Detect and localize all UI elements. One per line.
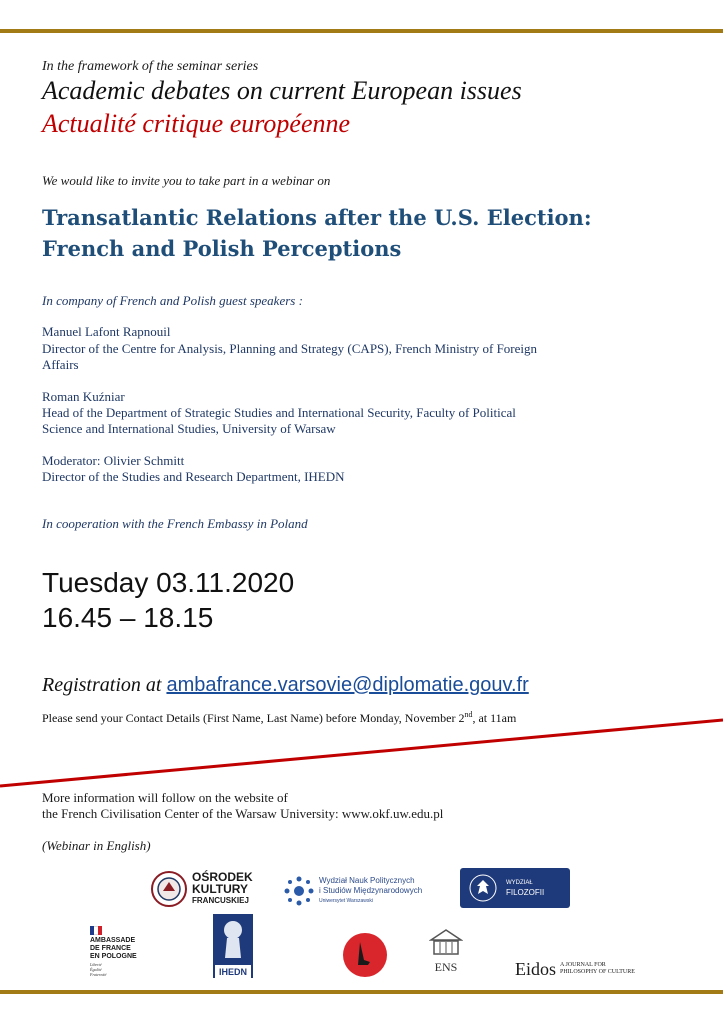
series-title-en: Academic debates on current European issues [42,76,522,105]
bottom-rule [0,990,723,994]
top-rule [0,29,723,33]
okf-line3: FRANCUSKIEJ [192,896,249,905]
ambassade-motto3: Fraternité [90,972,107,977]
registration-email-link[interactable]: ambafrance.varsovie@diplomatie.gouv.fr [166,674,529,696]
ambassade-logo [90,926,150,977]
wnpism-logo [284,875,422,907]
filozofia-logo [460,868,570,908]
okf-line2: KULTURY [192,882,248,896]
french-flag-mark [90,926,102,935]
ihedn-label: IHEDN [215,965,251,979]
moderator-role: Director of the Studies and Research Department, IHEDN [42,469,345,484]
registration-note-main: Please send your Contact Details (First Name, Last Name) before Monday, November 2 [42,711,465,725]
language-note: (Webinar in English) [42,838,151,853]
ambassade-motto1: Liberté [90,962,102,967]
event-time: 16.45 – 18.15 [42,602,214,633]
okf-emblem-icon [150,870,188,908]
wnpism-line2: i Studiów Międzynarodowych [319,886,423,895]
speaker-2-role-line1: Head of the Department of Strategic Studies and International Security, Faculty of Political [42,405,516,420]
eidos-logo [515,958,635,980]
red-circle-logo [342,932,388,978]
filozofia-line1: WYDZIAŁ [506,880,533,886]
filozofia-line2: FILOZOFII [506,888,545,897]
red-diagonal-line [0,710,723,790]
invite-text: We would like to invite you to take part in a webinar on [42,173,331,188]
wnpism-line3: Uniwersytet Warszawski [319,898,373,904]
ens-logo [428,928,464,974]
cooperation-text: In cooperation with the French Embassy in Poland [42,516,308,531]
speaker-1-name: Manuel Lafont Rapnouil [42,324,171,339]
webinar-title-line2: French and Polish Perceptions [42,236,402,261]
ambassade-line2: DE FRANCE [90,945,131,952]
network-icon [284,876,314,906]
eidos-tagline1: A JOURNAL FOR [560,962,606,968]
ihedn-logo [213,914,253,978]
more-info-line2: the French Civilisation Center of the Warsaw University: www.okf.uw.edu.pl [42,806,444,821]
ambassade-line1: AMBASSADE [90,937,136,944]
speaker-1-role-line2: Affairs [42,357,79,372]
speaker-2-name: Roman Kuźniar [42,389,125,404]
ambassade-motto2: Égalité [90,967,102,972]
okf-line1: OŚRODEK [192,870,253,884]
speakers-intro: In company of French and Polish guest speakers : [42,293,303,308]
registration-label: Registration at [42,674,162,696]
eagle-emblem-icon [468,873,498,903]
building-icon [429,928,463,956]
more-info-line1: More information will follow on the website of [42,790,288,805]
okf-logo [150,868,253,910]
moderator-name: Moderator: Olivier Schmitt [42,453,185,468]
speaker-2-role [42,405,516,437]
speaker-2-role-line2: Science and International Studies, University of Warsaw [42,421,336,436]
speaker-1-role [42,341,537,373]
series-title-fr: Actualité critique européenne [42,109,351,138]
framework-text: In the framework of the seminar series [42,59,259,74]
speaker-1-role-line1: Director of the Centre for Analysis, Planning and Strategy (CAPS), French Ministry of Foreign [42,341,538,356]
helmet-figure-icon [213,914,253,960]
eidos-tagline2: PHILOSOPHY OF CULTURE [560,969,635,975]
event-date: Tuesday 03.11.2020 [42,567,295,598]
eidos-name: Eidos [515,958,557,979]
ens-label: ENS [434,960,458,974]
registration-line [42,671,529,699]
wnpism-line1: Wydział Nauk Politycznych [319,876,415,885]
registration-note-sup: nd [464,710,473,719]
registration-note-tail: , at 11am [472,711,517,725]
ambassade-line3: EN POLOGNE [90,953,137,960]
webinar-title-line1: Transatlantic Relations after the U.S. Election: [42,205,592,230]
